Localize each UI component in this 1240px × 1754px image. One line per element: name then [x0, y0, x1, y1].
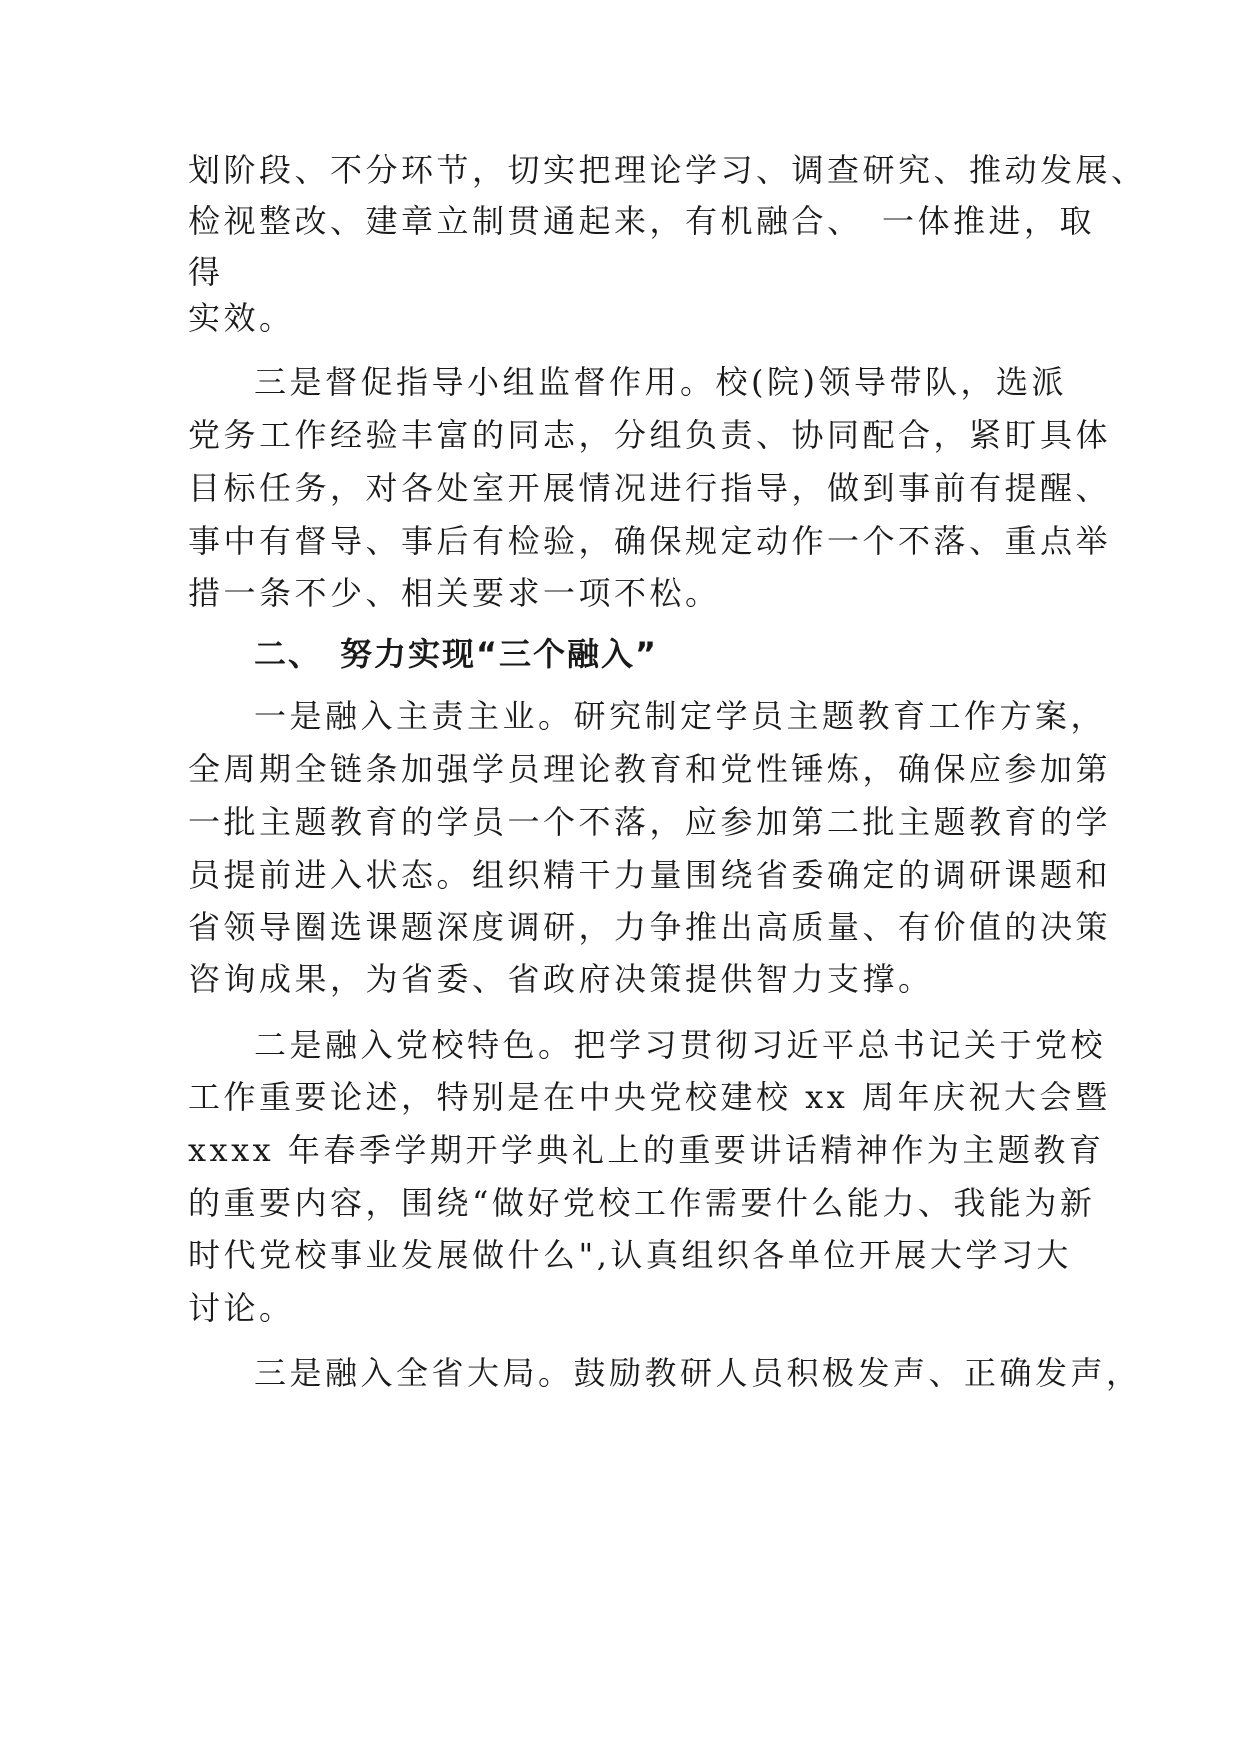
body-text-line: 全周期全链条加强学员理论教育和党性锤炼，确保应参加第	[188, 750, 1112, 788]
body-text-line: 的重要内容，围绕“做好党校工作需要什么能力、我能为新	[188, 1184, 1096, 1222]
paragraph-first-line: 三是融入全省大局。鼓励教研人员积极发声、正确发声，	[254, 1354, 1142, 1392]
body-text-line: 划阶段、不分环节，切实把理论学习、调查研究、推动发展、	[188, 151, 1147, 189]
body-text-line: 咨询成果，为省委、省政府决策提供智力支撑。	[188, 960, 934, 998]
paragraph-first-line: 三是督促指导小组监督作用。校(院)领导带队，选派	[254, 363, 1067, 401]
body-text-line: 讨论。	[188, 1289, 295, 1327]
body-text-line: 员提前进入状态。组织精干力量围绕省委确定的调研课题和	[188, 856, 1112, 894]
body-text-line: 一批主题教育的学员一个不落，应参加第二批主题教育的学	[188, 803, 1112, 841]
body-text-line: 措一条不少、相关要求一项不松。	[188, 574, 721, 612]
body-text-line: xxxx 年春季学期开学典礼上的重要讲话精神作为主题教育	[188, 1131, 1105, 1169]
body-text-line: 检视整改、建章立制贯通起来，有机融合、 一体推进，取	[188, 202, 1096, 240]
body-text-line: 事中有督导、事后有检验，确保规定动作一个不落、重点举	[188, 522, 1112, 560]
body-text-line: 得	[188, 253, 224, 291]
body-text-line: 实效。	[188, 299, 295, 337]
paragraph-first-line: 二是融入党校特色。把学习贯彻习近平总书记关于党校	[254, 1026, 1107, 1064]
paragraph-first-line: 一是融入主责主业。研究制定学员主题教育工作方案，	[254, 697, 1107, 735]
body-text-line: 党务工作经验丰富的同志，分组负责、协同配合，紧盯具体	[188, 416, 1112, 454]
body-text-line: 时代党校事业发展做什么",认真组织各单位开展大学习大	[188, 1236, 1072, 1274]
section-heading: 二、 努力实现“三个融入”	[254, 635, 659, 673]
body-text-line: 省领导圈选课题深度调研，力争推出高质量、有价值的决策	[188, 908, 1112, 946]
body-text-line: 目标任务，对各处室开展情况进行指导，做到事前有提醒、	[188, 469, 1112, 507]
body-text-line: 工作重要论述，特别是在中央党校建校 xx 周年庆祝大会暨	[188, 1078, 1111, 1116]
